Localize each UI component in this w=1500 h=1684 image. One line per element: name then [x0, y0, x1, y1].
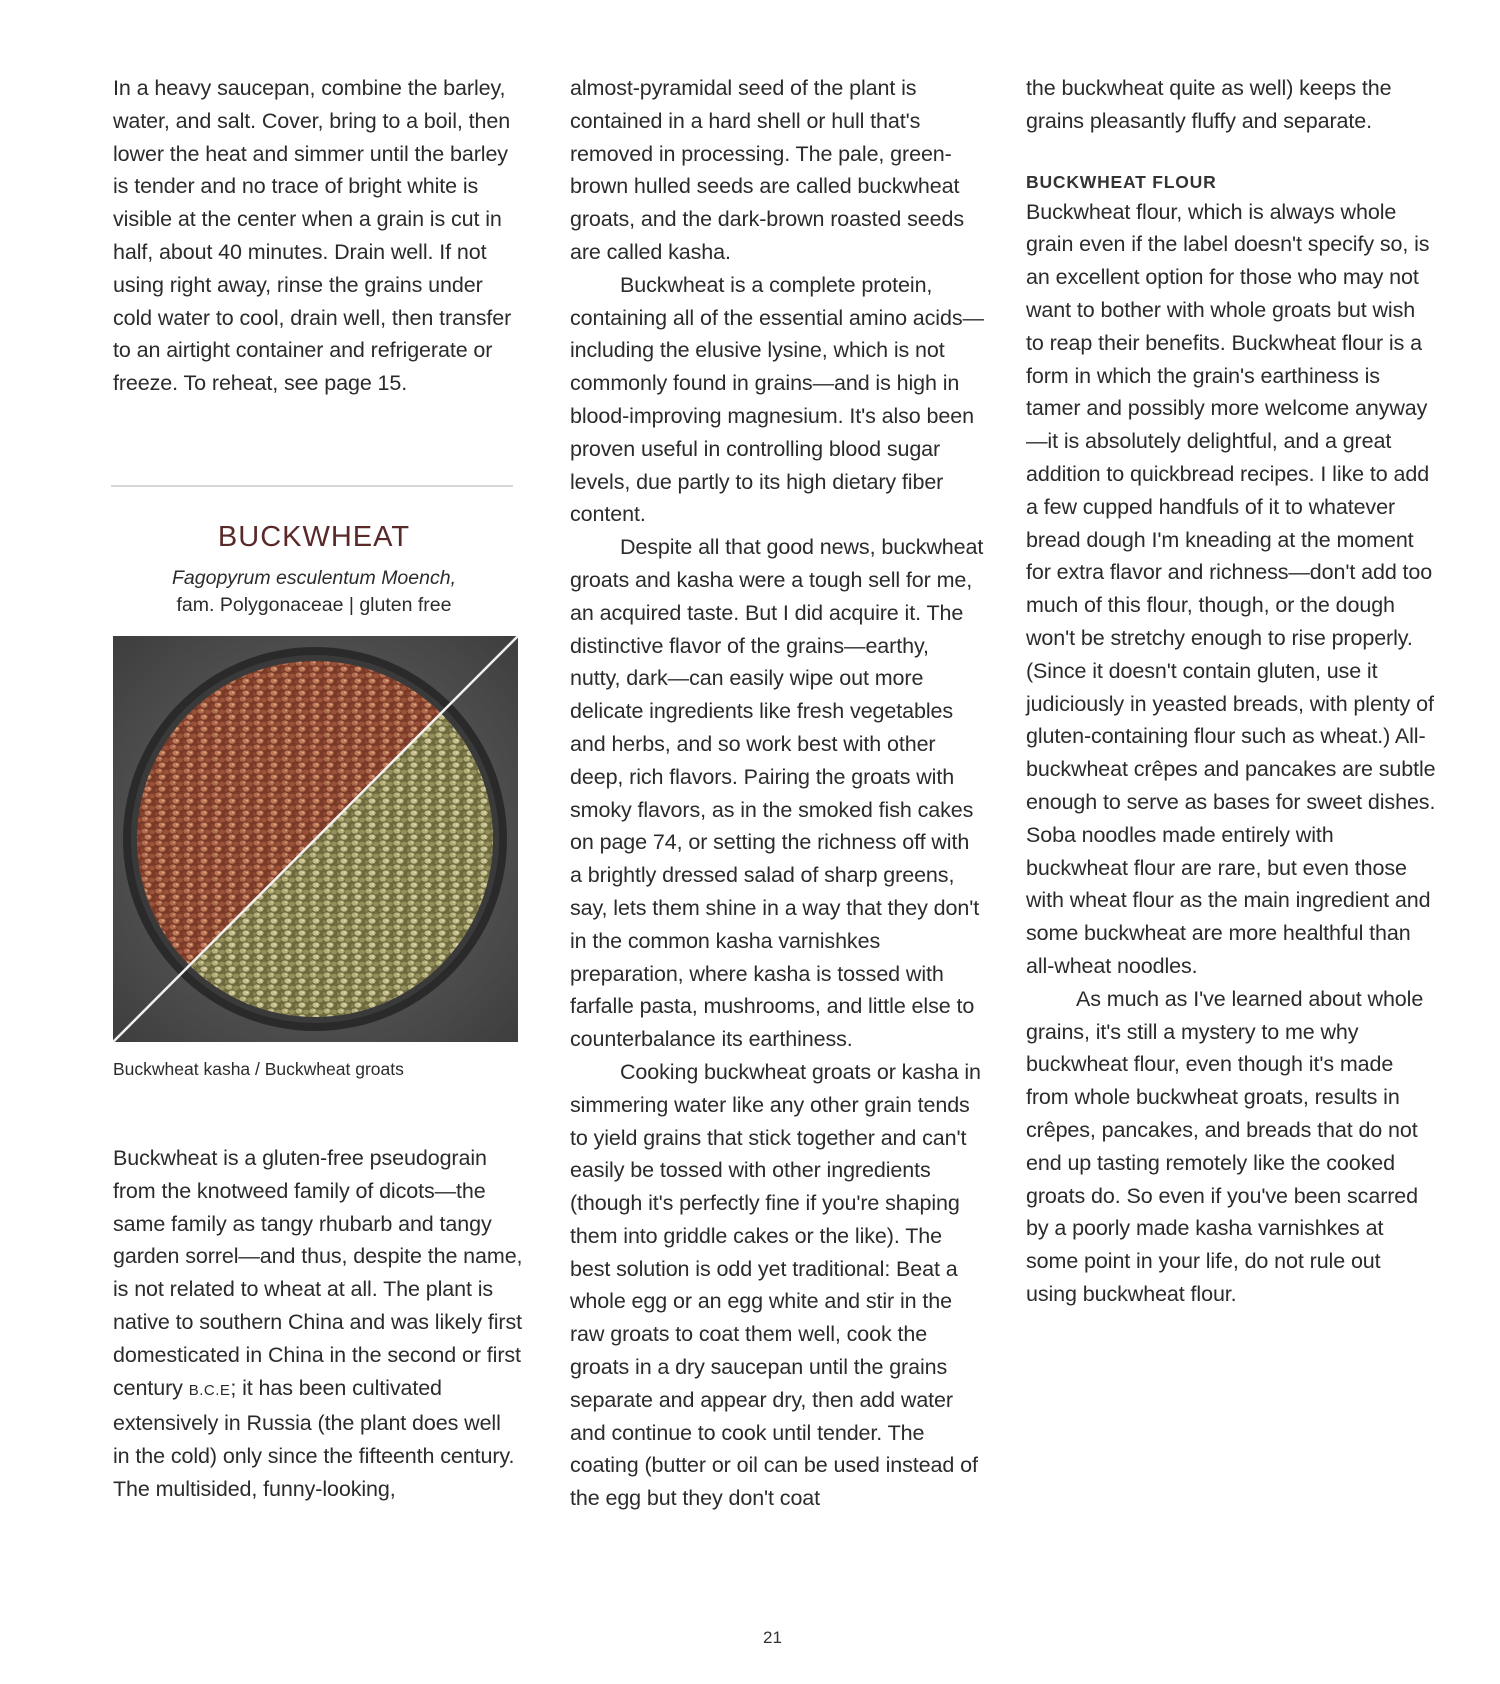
body-paragraph: Buckwheat flour, which is always whole grain even if the label doesn't specify so, is an excellent option for those who may not want to bother with whole groats but wish to reap their benefits. Buckwheat flour is a form in which the grain's earthiness is tamer and possibly more welcome anyway—it is absolutely delightful, and a great addition to quickbread recipes. I like to add a few cupped handfuls of it to whatever bread dough I'm kneading at the moment for extra flavor and richness—don't add too much of this flour, though, or the dough won't be stretchy enough to rise properly. (Since it doesn't contain gluten, use it judiciously in yeasted breads, with plenty of gluten-containing flour such as wheat.) All-buckwheat crêpes and pancakes are subtle enough to serve as bases for sweet dishes. Soba noodles made entirely with buckwheat flour are rare, but even those with wheat flour as the main ingredient and some buckwheat are more healthful than all-wheat noodles. [1026, 199, 1436, 978]
photo-caption: Buckwheat kasha / Buckwheat groats [113, 1058, 404, 1079]
body-paragraph: the buckwheat quite as well) keeps the grains pleasantly fluffy and separate. [1026, 76, 1392, 133]
column-middle [570, 72, 985, 1515]
section-title: BUCKWHEAT [217, 520, 411, 553]
recipe-paragraph: In a heavy saucepan, combine the barley, water, and salt. Cover, bring to a boil, then lower the heat and simmer until the barley is tender and no trace of bright white is visible at the center when a grain is cut in half, about 40 minutes. Drain well. If not using right away, rinse the grains under cold water to cool, drain well, then transfer to an airtight container and refrigerate or freeze. To reheat, see page 15. [113, 76, 512, 396]
column-right [1026, 72, 1436, 1311]
body-paragraph: Cooking buckwheat groats or kasha in simmering water like any other grain tends to yield grains that stick together and can't easily be tossed with other ingredients (though it's perfectly fine if you're shaping them into griddle cakes or the like). The best solution is odd yet traditional: Beat a whole egg or an egg white and stir in the raw groats to coat them well, cook the groats in a dry saucepan until the grains separate and appear dry, then add water and continue to cook until tender. The coating (butter or oil can be used instead of the egg but they don't coat [570, 1059, 981, 1511]
column-left [113, 72, 523, 1506]
era-abbreviation: B.C.E [188, 1381, 231, 1399]
botanical-name [113, 565, 515, 619]
body-paragraph: Despite all that good news, buckwheat groats and kasha were a tough sell for me, an acquired taste. But I did acquire it. The distinctive flavor of the grains—earthy, nutty, dark—can easily wipe out more delicate ingredients like fresh vegetables and herbs, and so work best with other deep, rich flavors. Pairing the groats with smoky flavors, as in the smoked fish cakes on page 74, or setting the richness off with a brightly dressed salad of sharp greens, say, lets them shine in a way that they don't in the common kasha varnishkes preparation, where kasha is tossed with farfalle pasta, mushrooms, and little else to counterbalance its earthiness. [570, 535, 984, 1052]
buckwheat-bowl-photo [113, 636, 518, 1042]
intro-text-b: ; it has been cultivated extensively in Russia (the plant does well in the cold) only since the fifteenth century. The multisided, funny-looking, [113, 1375, 515, 1501]
body-paragraph: As much as I've learned about whole grains, it's still a mystery to me why buckwheat flour, even though it's made from whole buckwheat groats, results in crêpes, pancakes, and breads that do not end up tasting remotely like the cooked groats do. So even if you've been scarred by a poorly made kasha varnishkes at some point in your life, do not rule out using buckwheat flour. [1026, 986, 1424, 1306]
section-divider [111, 485, 513, 487]
subsection-heading: BUCKWHEAT FLOUR [1026, 171, 1217, 192]
latin-name: Fagopyrum esculentum Moench, [172, 566, 456, 589]
body-paragraph: Buckwheat is a complete protein, containing all of the essential amino acids—including the elusive lysine, which is not commonly found in grains—and is high in blood-improving magnesium. It's also been proven useful in controlling blood sugar levels, due partly to its high dietary fiber content. [570, 272, 984, 527]
page-number: 21 [763, 1628, 782, 1647]
family-line: fam. Polygonaceae | gluten free [176, 593, 452, 616]
body-paragraph: almost-pyramidal seed of the plant is contained in a hard shell or hull that's removed in processing. The pale, green-brown hulled seeds are called buckwheat groats, and the dark-brown roasted seeds are called kasha. [570, 76, 964, 264]
intro-paragraph [113, 1142, 523, 1506]
intro-text-a: Buckwheat is a gluten-free pseudograin from the knotweed family of dicots—the same family as tangy rhubarb and tangy garden sorrel—and thus, despite the name, is not related to wheat at all. The plant is native to southern China and was likely first domesticated in China in the second or first century [113, 1145, 523, 1400]
